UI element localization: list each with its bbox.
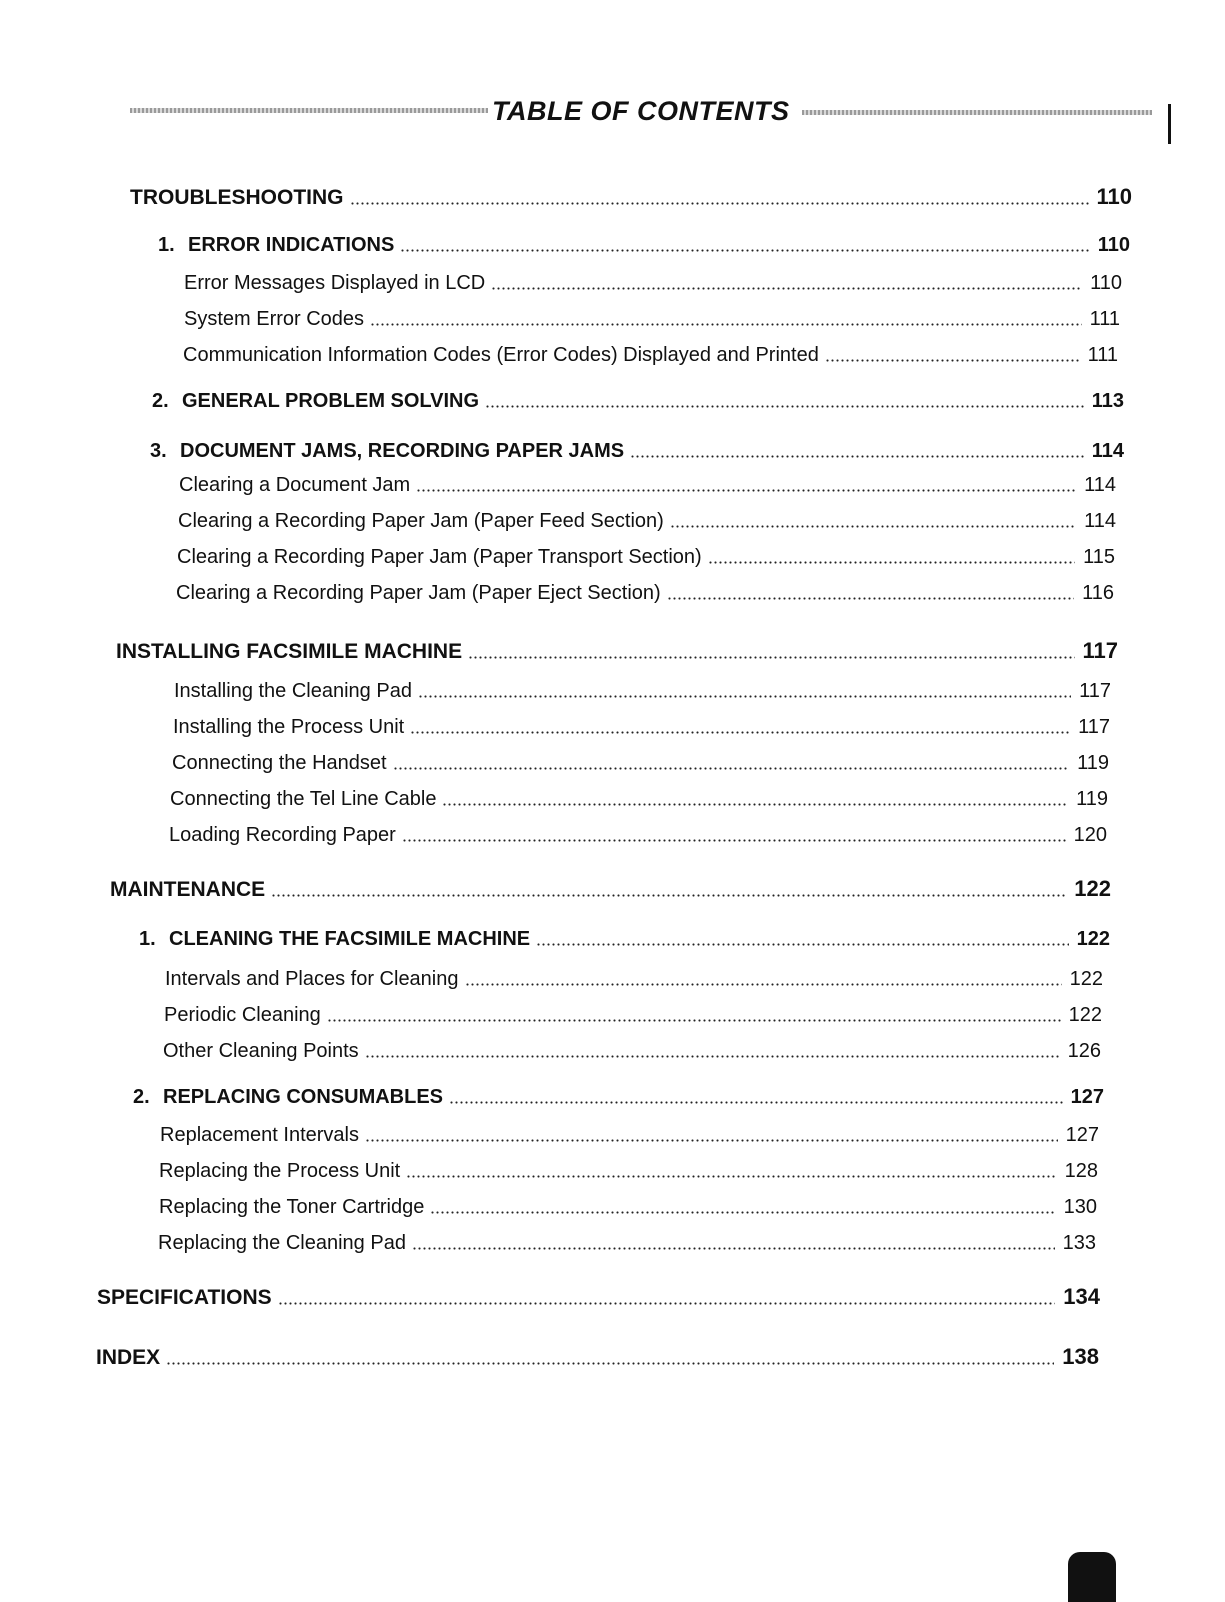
dot-leader bbox=[278, 1302, 1056, 1305]
toc-entry bbox=[179, 474, 1116, 497]
dot-leader bbox=[271, 894, 1066, 897]
toc-entry-label: REPLACING CONSUMABLES bbox=[163, 1086, 444, 1108]
toc-entry-number: 2. bbox=[133, 1086, 150, 1108]
toc-entry bbox=[158, 1232, 1096, 1255]
toc-entry-page-number: 111 bbox=[1089, 308, 1120, 330]
toc-entry-page-number: 134 bbox=[1063, 1284, 1100, 1309]
toc-entry-page-number: 127 bbox=[1070, 1086, 1104, 1108]
toc-entry-page-number: 122 bbox=[1069, 968, 1103, 990]
toc-entry-page-number: 120 bbox=[1073, 824, 1107, 846]
toc-entry-page-number: 117 bbox=[1078, 716, 1110, 738]
toc-entry-page-number: 138 bbox=[1062, 1344, 1099, 1369]
toc-entry-label: Intervals and Places for Cleaning bbox=[165, 968, 459, 990]
toc-entry bbox=[176, 582, 1114, 605]
toc-entry bbox=[159, 1196, 1097, 1219]
toc-entry-label: MAINTENANCE bbox=[110, 878, 266, 901]
dot-leader bbox=[468, 656, 1074, 659]
toc-entry-label: System Error Codes bbox=[184, 308, 365, 330]
toc-entry-page-number: 115 bbox=[1083, 546, 1115, 568]
dot-leader bbox=[630, 455, 1084, 458]
toc-entry-page-number: 119 bbox=[1076, 788, 1108, 810]
toc-entry-page-number: 122 bbox=[1076, 928, 1110, 950]
toc-entry-page-number: 116 bbox=[1082, 582, 1114, 604]
toc-entry bbox=[172, 752, 1109, 775]
toc-entry-number: 2. bbox=[152, 390, 169, 412]
toc-entry-label: Loading Recording Paper bbox=[169, 824, 396, 846]
toc-entry-page-number: 122 bbox=[1068, 1004, 1102, 1026]
toc-entry-number: 3. bbox=[150, 440, 167, 462]
toc-entry-page-number: 114 bbox=[1084, 510, 1116, 532]
toc-entry bbox=[139, 928, 1110, 951]
toc-entry bbox=[184, 308, 1120, 331]
page-number-tab bbox=[1068, 1552, 1116, 1602]
dot-leader bbox=[667, 597, 1074, 600]
page-title: TABLE OF CONTENTS bbox=[492, 96, 790, 126]
dot-leader bbox=[327, 1019, 1061, 1022]
toc-entry-label: ERROR INDICATIONS bbox=[188, 234, 395, 256]
toc-entry bbox=[152, 390, 1124, 413]
toc-entry-page-number: 113 bbox=[1091, 390, 1124, 412]
toc-entry-page-number: 111 bbox=[1087, 344, 1118, 366]
dot-leader bbox=[491, 287, 1082, 290]
dot-leader bbox=[393, 767, 1070, 770]
dot-leader bbox=[430, 1211, 1055, 1214]
toc-entry-page-number: 126 bbox=[1067, 1040, 1101, 1062]
dot-leader bbox=[412, 1247, 1055, 1250]
toc-entry-label: Connecting the Tel Line Cable bbox=[170, 788, 437, 810]
toc-entry bbox=[170, 788, 1108, 811]
dot-leader bbox=[825, 359, 1080, 362]
dot-leader bbox=[365, 1055, 1060, 1058]
toc-entry-label: Clearing a Recording Paper Jam (Paper Eject Section) bbox=[176, 582, 661, 604]
toc-entry bbox=[160, 1124, 1099, 1147]
toc-entry-label: GENERAL PROBLEM SOLVING bbox=[182, 390, 480, 412]
dot-leader bbox=[485, 405, 1084, 408]
toc-entry-page-number: 128 bbox=[1064, 1160, 1098, 1182]
toc-entry-label: Replacing the Toner Cartridge bbox=[159, 1196, 425, 1218]
dot-leader bbox=[400, 249, 1089, 252]
dot-leader bbox=[708, 561, 1075, 564]
toc-entry-page-number: 119 bbox=[1077, 752, 1109, 774]
toc-entry-label: Clearing a Recording Paper Jam (Paper Transport Section) bbox=[177, 546, 702, 568]
header-edge-bar bbox=[1168, 104, 1171, 144]
toc-entry bbox=[96, 1344, 1099, 1370]
toc-entry-label: Connecting the Handset bbox=[172, 752, 387, 774]
dot-leader bbox=[406, 1175, 1056, 1178]
toc-entry-page-number: 133 bbox=[1062, 1232, 1096, 1254]
toc-entry-page-number: 122 bbox=[1074, 876, 1111, 901]
dot-leader bbox=[536, 943, 1069, 946]
toc-entry-page-number: 110 bbox=[1090, 272, 1122, 294]
toc-entry-label: Other Cleaning Points bbox=[163, 1040, 359, 1062]
toc-entry-label: Replacing the Process Unit bbox=[159, 1160, 401, 1182]
dot-leader bbox=[166, 1362, 1054, 1365]
toc-entry bbox=[184, 272, 1122, 295]
toc-entry-label: Error Messages Displayed in LCD bbox=[184, 272, 486, 294]
toc-entry-number: 1. bbox=[158, 234, 175, 256]
toc-entry-label: CLEANING THE FACSIMILE MACHINE bbox=[169, 928, 531, 950]
toc-entry bbox=[165, 968, 1103, 991]
toc-entry-label: INSTALLING FACSIMILE MACHINE bbox=[116, 640, 463, 663]
toc-entry bbox=[169, 824, 1107, 847]
dot-leader bbox=[410, 731, 1070, 734]
toc-entry-page-number: 130 bbox=[1063, 1196, 1097, 1218]
toc-entry bbox=[159, 1160, 1098, 1183]
toc-entry-label: Installing the Process Unit bbox=[173, 716, 405, 738]
toc-entry bbox=[133, 1086, 1104, 1109]
dot-leader bbox=[449, 1101, 1063, 1104]
toc-entry-page-number: 127 bbox=[1065, 1124, 1099, 1146]
toc-entry bbox=[173, 716, 1110, 739]
toc-entry-label: DOCUMENT JAMS, RECORDING PAPER JAMS bbox=[180, 440, 625, 462]
toc-entry-page-number: 114 bbox=[1084, 474, 1116, 496]
dot-leader bbox=[370, 323, 1082, 326]
dot-leader bbox=[418, 695, 1071, 698]
toc-entry bbox=[150, 440, 1124, 463]
toc-entry bbox=[158, 234, 1130, 257]
header-rule-right bbox=[802, 110, 1152, 115]
toc-entry-label: Replacing the Cleaning Pad bbox=[158, 1232, 406, 1254]
toc-entry-page-number: 117 bbox=[1079, 680, 1111, 702]
toc-entry-label: TROUBLESHOOTING bbox=[130, 186, 344, 209]
toc-entry bbox=[174, 680, 1111, 703]
dot-leader bbox=[442, 803, 1068, 806]
toc-entry-label: Replacement Intervals bbox=[160, 1124, 359, 1146]
toc-entry bbox=[164, 1004, 1102, 1027]
dot-leader bbox=[416, 489, 1076, 492]
toc-entry bbox=[110, 876, 1111, 902]
toc-entry-label: INDEX bbox=[96, 1346, 161, 1369]
dot-leader bbox=[670, 525, 1076, 528]
dot-leader bbox=[350, 202, 1089, 205]
toc-entry bbox=[163, 1040, 1101, 1063]
toc-entry bbox=[116, 638, 1118, 664]
toc-entry bbox=[97, 1284, 1100, 1310]
toc-entry-label: Clearing a Document Jam bbox=[179, 474, 411, 496]
toc-entry bbox=[183, 344, 1118, 367]
toc-entry bbox=[178, 510, 1116, 533]
toc-entry-label: SPECIFICATIONS bbox=[97, 1286, 272, 1309]
dot-leader bbox=[365, 1139, 1058, 1142]
toc-entry-label: Communication Information Codes (Error Codes) Displayed and Printed bbox=[183, 344, 819, 366]
toc-entry-page-number: 110 bbox=[1096, 184, 1132, 209]
header-rule-left bbox=[130, 108, 488, 113]
toc-entry-page-number: 110 bbox=[1097, 234, 1130, 256]
toc-entry-label: Clearing a Recording Paper Jam (Paper Feed Section) bbox=[178, 510, 664, 532]
toc-entry bbox=[130, 184, 1132, 210]
toc-entry-label: Periodic Cleaning bbox=[164, 1004, 321, 1026]
toc-entry bbox=[177, 546, 1115, 569]
toc-entry-label: Installing the Cleaning Pad bbox=[174, 680, 412, 702]
toc-entry-number: 1. bbox=[139, 928, 156, 950]
dot-leader bbox=[465, 983, 1062, 986]
toc-entry-page-number: 117 bbox=[1082, 638, 1118, 663]
toc-entry-page-number: 114 bbox=[1091, 440, 1124, 462]
dot-leader bbox=[402, 839, 1066, 842]
toc-header bbox=[130, 96, 1170, 128]
